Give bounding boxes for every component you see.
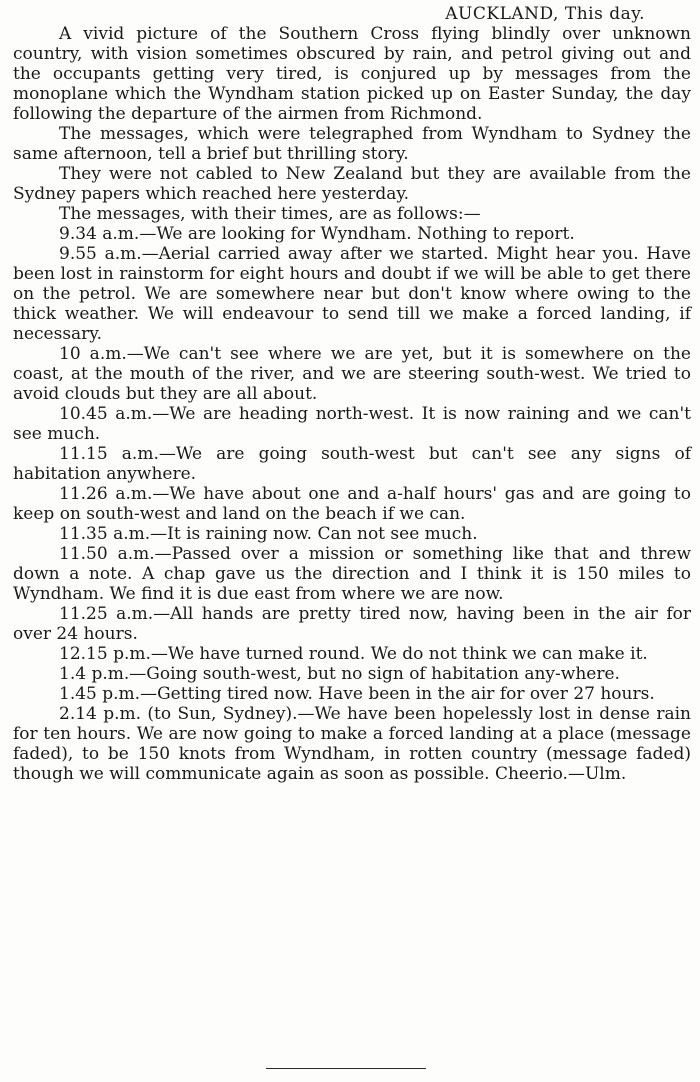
message-entry: 12.15 p.m.—We have turned round. We do not think we can make it. [59,644,648,664]
message-entry: 9.55 a.m.—Aerial carried away after we started. Might hear you. Have been lost in rainstorm for eight hours and doubt if we will be able to get there on the petrol. We are somewhere near but don't know where owing to the thick weather. We will endeavour to send till we make a forced landing, if necessary. [13,244,691,344]
message-entry: 11.26 a.m.—We have about one and a-half hours' gas and are going to keep on south-west and land on the beach if we can. [13,484,691,524]
message-entry: 2.14 p.m. (to Sun, Sydney).—We have been hopelessly lost in dense rain for ten hours. We are now going to make a forced landing at a place (message faded), to be 150 knots from Wyndham, in rotten country (message faded) though we will communicate again as soon as possible. Cheerio.—Ulm. [13,704,691,784]
message-entry: 9.34 a.m.—We are looking for Wyndham. Nothing to report. [59,224,575,244]
article-paragraph: A vivid picture of the Southern Cross flying blindly over unknown country, with vision sometimes obscured by rain, and petrol giving out and the occupants getting very tired, is conjured up by messages from the monoplane which the Wyndham station picked up on Easter Sunday, the day following the departure of the airmen from Richmond. [13,24,691,124]
message-entry: 1.45 p.m.—Getting tired now. Have been in the air for over 27 hours. [59,684,655,704]
article-paragraph: The messages, with their times, are as follows:— [59,204,481,224]
news-article [13,4,691,784]
message-entry: 11.50 a.m.—Passed over a mission or something like that and threw down a note. A chap gave us the direction and I think it is 150 miles to Wyndham. We find it is due east from where we are now. [13,544,691,604]
message-entry: 11.35 a.m.—It is raining now. Can not see much. [59,524,478,544]
dateline: AUCKLAND, This day. [445,4,645,24]
message-entry: 1.4 p.m.—Going south-west, but no sign of habitation any-where. [59,664,620,684]
message-entry: 10 a.m.—We can't see where we are yet, but it is somewhere on the coast, at the mouth of the river, and we are steering south-west. We tried to avoid clouds but they are all about. [13,344,691,404]
message-entry: 11.15 a.m.—We are going south-west but can't see any signs of habitation anywhere. [13,444,691,484]
message-entry: 11.25 a.m.—All hands are pretty tired now, having been in the air for over 24 hours. [13,604,691,644]
closing-rule [266,1068,426,1069]
message-entry: 10.45 a.m.—We are heading north-west. It is now raining and we can't see much. [13,404,691,444]
article-paragraph: They were not cabled to New Zealand but they are available from the Sydney papers which reached here yesterday. [13,164,691,204]
article-paragraph: The messages, which were telegraphed from Wyndham to Sydney the same afternoon, tell a brief but thrilling story. [13,124,691,164]
